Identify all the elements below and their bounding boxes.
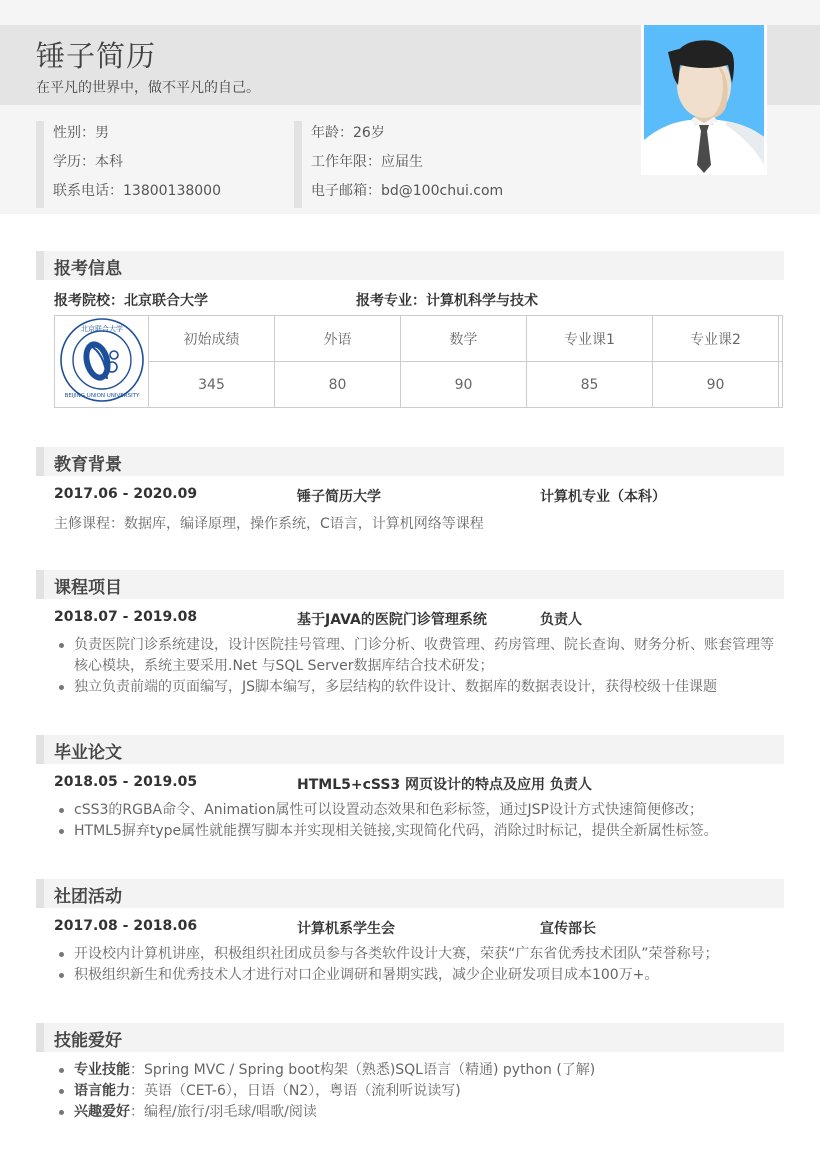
section-education <box>36 447 784 476</box>
application-school: 报考院校：北京联合大学 <box>54 293 208 309</box>
score-header-foreign-language: 外语 <box>275 316 401 362</box>
skill-label: 兴趣爱好 <box>74 1104 130 1120</box>
skill-label: 语言能力 <box>74 1083 130 1099</box>
list-item: 开设校内计算机讲座，积极组织社团成员参与各类软件设计大赛，荣获“广东省优秀技术团队”荣誉称号； <box>56 944 786 965</box>
education-school: 锤子简历大学 <box>297 489 381 505</box>
list-item: 积极组织新生和优秀技术人才进行对口企业调研和暑期实践，减少企业研发项目成本100万+。 <box>56 965 786 986</box>
resume-name: 锤子简历 <box>36 39 157 73</box>
info-age: 年龄：26岁 <box>311 125 385 141</box>
skills-bullets <box>56 1060 786 1123</box>
club-bullets <box>56 944 786 986</box>
info-education: 学历：本科 <box>53 154 123 170</box>
table-edge <box>779 362 783 408</box>
university-logo-cell <box>55 316 149 408</box>
info-phone: 联系电话：13800138000 <box>53 183 221 199</box>
thesis-name: HTML5+cSS3 网页设计的特点及应用 负责人 <box>297 777 592 793</box>
club-period: 2017.08 - 2018.06 <box>54 918 198 934</box>
list-item: 独立负责前端的页面编写，JS脚本编写，多层结构的软件设计、数据库的数据表设计，获得校级十佳课题 <box>56 677 786 698</box>
section-title: 课程项目 <box>54 578 122 598</box>
section-title: 毕业论文 <box>54 743 122 763</box>
project-bullets <box>56 635 786 698</box>
info-work-years: 工作年限：应届生 <box>311 154 423 170</box>
score-table <box>54 315 783 408</box>
section-project <box>36 570 784 599</box>
skill-text: ：编程/旅行/羽毛球/唱歌/阅读 <box>130 1104 317 1120</box>
section-application <box>36 251 784 280</box>
score-value-major1: 85 <box>527 362 653 408</box>
education-period: 2017.06 - 2020.09 <box>54 486 198 502</box>
personal-info-left <box>36 121 276 208</box>
education-courses: 主修课程：数据库，编译原理，操作系统，C语言，计算机网络等课程 <box>54 516 484 532</box>
skill-label: 专业技能 <box>74 1062 130 1078</box>
score-value-math: 90 <box>401 362 527 408</box>
project-name: 基于JAVA的医院门诊管理系统 <box>297 612 487 628</box>
score-value-major2: 90 <box>653 362 779 408</box>
info-email: 电子邮箱：bd@100chui.com <box>311 183 504 199</box>
svg-text:BEIJING UNION UNIVERSITY: BEIJING UNION UNIVERSITY <box>64 392 139 399</box>
club-role: 宣传部长 <box>540 921 596 937</box>
section-skills <box>36 1023 784 1052</box>
project-role: 负责人 <box>540 612 582 628</box>
list-item <box>56 1102 786 1123</box>
university-logo-icon <box>59 317 145 403</box>
score-header-major2: 专业课2 <box>653 316 779 362</box>
list-item <box>56 1081 786 1102</box>
resume-motto: 在平凡的世界中，做不平凡的自己。 <box>36 80 260 96</box>
avatar-icon <box>644 25 764 175</box>
section-title: 社团活动 <box>54 887 122 907</box>
score-header-major1: 专业课1 <box>527 316 653 362</box>
section-thesis <box>36 735 784 764</box>
section-club <box>36 879 784 908</box>
top-strip <box>0 0 820 25</box>
personal-info-right <box>294 121 594 208</box>
thesis-bullets <box>56 800 786 842</box>
info-gender: 性别：男 <box>53 125 109 141</box>
project-period: 2018.07 - 2019.08 <box>54 609 198 625</box>
table-edge <box>779 316 783 362</box>
skill-text: ：Spring MVC / Spring boot构架（熟悉)SQL语言（精通) python (了解) <box>130 1062 596 1078</box>
section-title: 技能爱好 <box>54 1031 122 1051</box>
education-major: 计算机专业（本科） <box>540 489 666 505</box>
section-title: 教育背景 <box>54 455 122 475</box>
list-item <box>56 1060 786 1081</box>
section-title: 报考信息 <box>54 259 122 279</box>
list-item: cSS3的RGBA命令、Animation属性可以设置动态效果和色彩标签，通过JSP设计方式快速简便修改； <box>56 800 786 821</box>
skill-text: ：英语（CET-6），日语（N2），粤语（流利听说读写) <box>130 1083 461 1099</box>
list-item: 负责医院门诊系统建设，设计医院挂号管理、门诊分析、收费管理、药房管理、院长查询、财务分析、账套管理等核心模块，系统主要采用.Net 与SQL Server数据库结合技术研发； <box>56 635 786 677</box>
score-value-initial: 345 <box>149 362 275 408</box>
list-item: HTML5摒弃type属性就能撰写脚本并实现相关链接,实现简化代码，消除过时标记，提供全新属性标签。 <box>56 821 786 842</box>
score-header-math: 数学 <box>401 316 527 362</box>
profile-photo <box>641 25 767 175</box>
svg-text:北京联合大学: 北京联合大学 <box>80 324 123 333</box>
club-name: 计算机系学生会 <box>297 921 395 937</box>
score-value-foreign-language: 80 <box>275 362 401 408</box>
score-header-initial: 初始成绩 <box>149 316 275 362</box>
thesis-period: 2018.05 - 2019.05 <box>54 774 198 790</box>
application-major: 报考专业：计算机科学与技术 <box>356 293 538 309</box>
